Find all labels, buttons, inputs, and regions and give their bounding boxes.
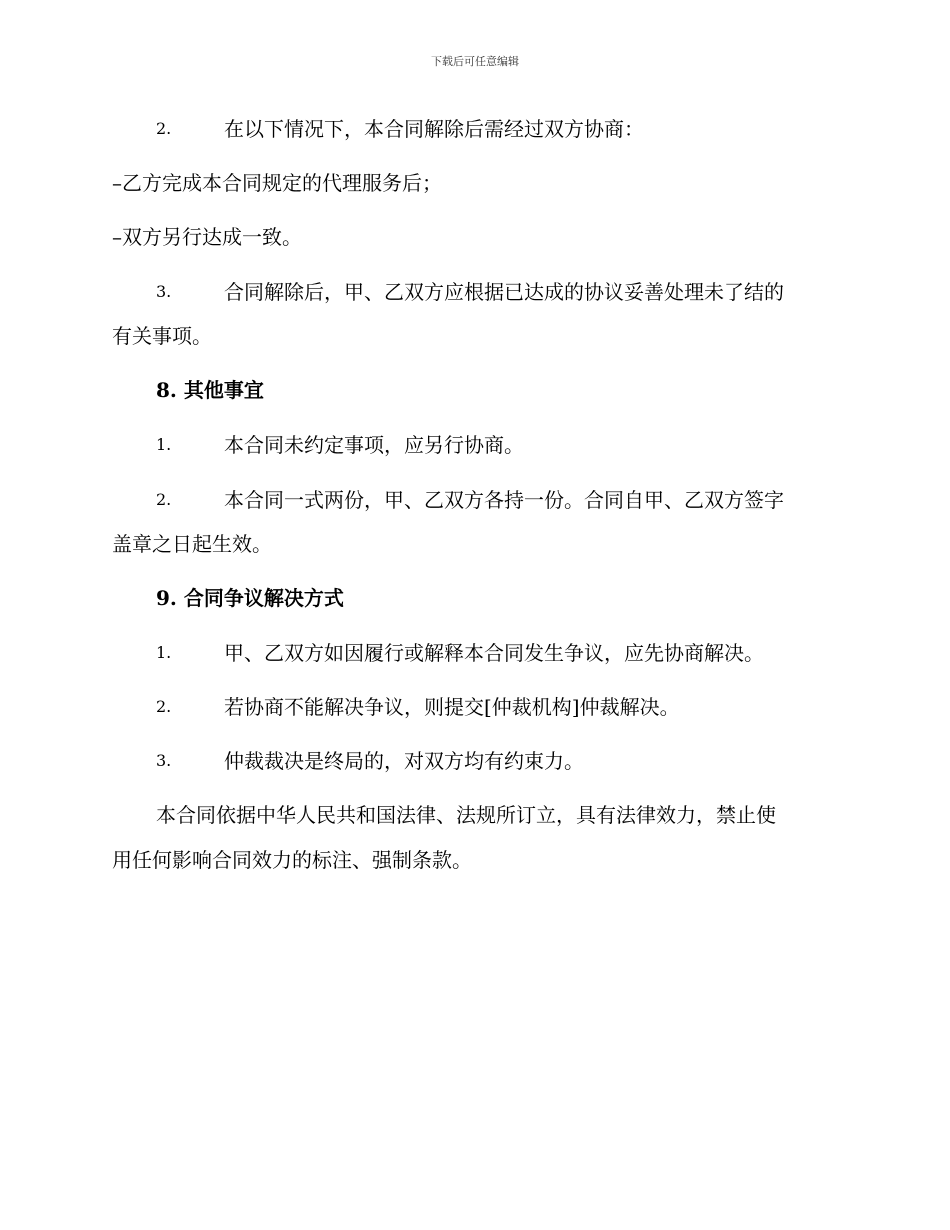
clause-8-1 — [0, 430, 950, 460]
clause-text: 合同解除后，甲、乙双方应根据已达成的协议妥善处理未了结的 — [224, 280, 784, 304]
clause-9-1 — [0, 638, 950, 668]
clause-7-3 — [0, 277, 950, 307]
clause-text: 在以下情况下，本合同解除后需经过双方协商： — [224, 117, 644, 141]
section-heading-8: 8. 其他事宜 — [156, 378, 264, 402]
clause-text: 仲裁裁决是终局的，对双方均有约束力。 — [224, 749, 584, 773]
clause-number: 2. — [156, 119, 172, 138]
clause-text: 若协商不能解决争议，则提交[仲裁机构]仲裁解决。 — [224, 695, 680, 719]
bullet-item: –双方另行达成一致。 — [112, 225, 302, 249]
clause-number: 1. — [156, 435, 172, 454]
clause-8-2 — [0, 485, 950, 515]
clause-number: 1. — [156, 643, 172, 662]
bullet-item: –乙方完成本合同规定的代理服务后； — [112, 171, 442, 195]
page-header: 下载后可任意编辑 — [431, 55, 519, 68]
clause-7-2 — [0, 114, 950, 144]
clause-text-continued: 盖章之日起生效。 — [112, 532, 272, 556]
clause-text: 甲、乙双方如因履行或解释本合同发生争议，应先协商解决。 — [224, 641, 764, 665]
closing-paragraph: 本合同依据中华人民共和国法律、法规所订立，具有法律效力，禁止使 — [156, 803, 776, 827]
clause-text-continued: 有关事项。 — [112, 324, 212, 348]
clause-9-3 — [0, 746, 950, 776]
clause-text: 本合同未约定事项，应另行协商。 — [224, 433, 524, 457]
section-heading-9: 9. 合同争议解决方式 — [156, 586, 344, 610]
clause-number: 3. — [156, 282, 172, 301]
clause-9-2 — [0, 692, 950, 722]
clause-number: 3. — [156, 751, 172, 770]
clause-number: 2. — [156, 490, 172, 509]
closing-paragraph-continued: 用任何影响合同效力的标注、强制条款。 — [112, 848, 472, 872]
clause-number: 2. — [156, 697, 172, 716]
clause-text: 本合同一式两份，甲、乙双方各持一份。合同自甲、乙双方签字 — [224, 488, 784, 512]
